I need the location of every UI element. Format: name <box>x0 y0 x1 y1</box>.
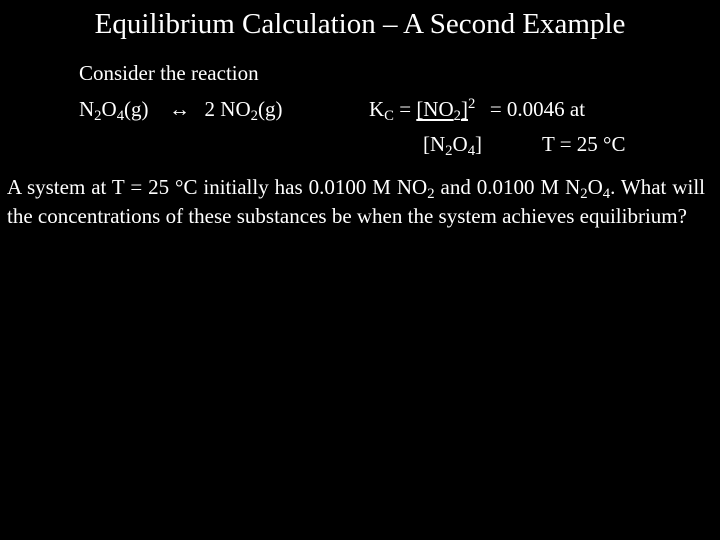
kc-subscript: C <box>384 108 394 125</box>
kc-numerator-exponent: 2 <box>467 95 476 112</box>
reactant-sub-2: 2 <box>94 108 102 125</box>
kc-numerator: $[NO_2]$ <box>416 97 468 125</box>
slide-title: Equilibrium Calculation – A Second Example <box>94 8 626 40</box>
product-sub-2: 2 <box>250 108 258 125</box>
reactant-sub-4: 4 <box>116 108 125 125</box>
reaction-equation <box>79 96 283 125</box>
kc-symbol: K <box>369 97 385 121</box>
equilibrium-arrow-icon: ↔ <box>169 97 191 121</box>
problem-statement: A system at T = 25 °C initially has 0.0100 M $NO_2$ and 0.0100 M $N_2O_4$. What will the concentrations of these substances be when the system achieves equilibrium? <box>7 175 706 228</box>
kc-expression <box>369 95 586 125</box>
intro-text: Consider the reaction <box>79 61 259 85</box>
reactant-n: N <box>79 97 95 121</box>
product-state: (g) <box>257 97 283 121</box>
kc-denominator: $[N_2O_4]$ <box>423 132 483 160</box>
temperature-condition: T = 25 °C <box>542 132 626 156</box>
reactant-o: O <box>101 97 117 121</box>
reactant-state: (g) <box>124 97 149 121</box>
product-no: 2 NO <box>204 97 251 121</box>
kc-equals: = <box>399 97 412 121</box>
kc-value: = 0.0046 at <box>489 97 586 121</box>
